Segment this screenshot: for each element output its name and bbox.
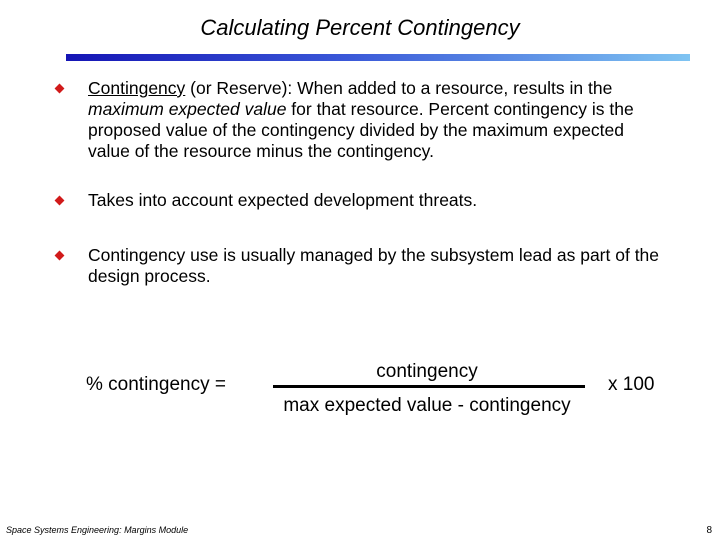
bullet-diamond-icon: [55, 251, 65, 261]
footer-module-name: Space Systems Engineering: Margins Module: [6, 525, 189, 535]
formula-denominator: max expected value - contingency: [283, 395, 571, 416]
definition-text-part1: (or Reserve): When added to a resource, results in the: [185, 78, 613, 98]
formula-numerator: contingency: [376, 361, 478, 382]
bullet-diamond-icon: [55, 84, 65, 94]
fraction-line: [273, 385, 585, 388]
title-rule: [66, 54, 690, 61]
page-number: 8: [706, 525, 712, 536]
bullet-diamond-icon: [55, 196, 65, 206]
formula-multiplier: x 100: [608, 374, 655, 395]
term-contingency: Contingency: [88, 78, 186, 98]
bullet-text: Contingency use is usually managed by the subsystem lead as part of the design process.: [88, 245, 660, 286]
definition-text-part2: for that resource. Percent contingency is the proposed value of the contingency divided by the maximum expected value of the resource minus the contingency.: [88, 99, 634, 161]
emphasis-max-expected-value: maximum expected value: [88, 99, 287, 119]
formula-label: % contingency =: [86, 374, 226, 395]
slide-title: Calculating Percent Contingency: [200, 15, 520, 40]
bullet-text: [88, 78, 668, 162]
bullet-text: Takes into account expected development threats.: [88, 190, 478, 210]
